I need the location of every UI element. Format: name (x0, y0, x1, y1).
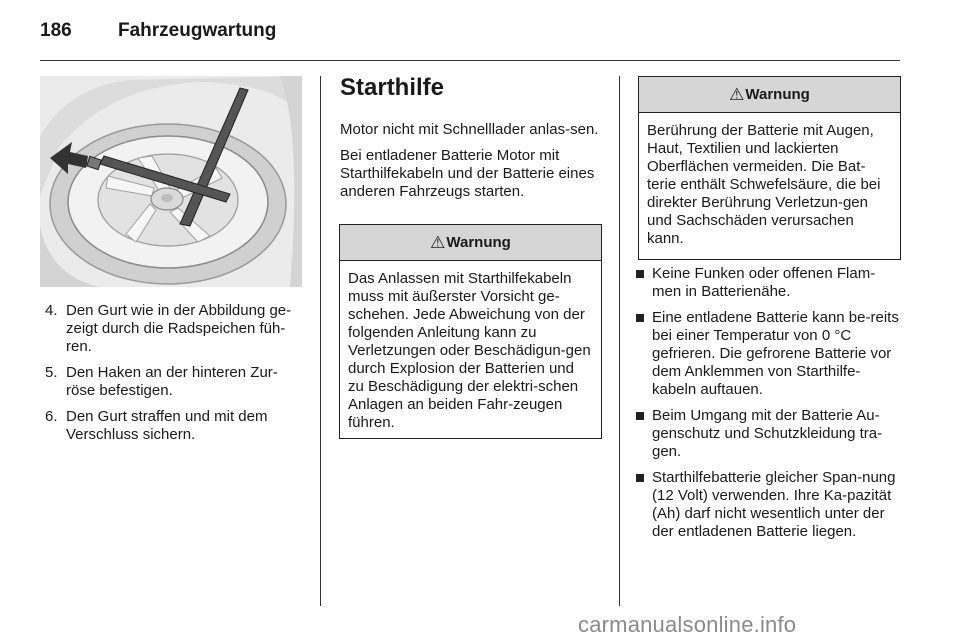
bullet-text: Keine Funken oder offenen Flam-men in Batterienähe. (652, 265, 876, 300)
section-heading: Starthilfe (340, 74, 445, 101)
column-divider (619, 76, 620, 606)
bullet-square-icon (636, 270, 644, 278)
warning-title: Warnung (745, 86, 810, 103)
spare-wheel-drawing (40, 76, 302, 287)
list-item (636, 265, 904, 301)
warning-header (340, 225, 601, 261)
header-rule (40, 60, 900, 61)
warning-title: Warnung (446, 234, 511, 251)
step-text: Den Haken an der hinteren Zur-röse befestigen. (66, 364, 278, 399)
list-item (40, 408, 306, 444)
warning-text: Berührung der Batterie mit Augen, Haut, Textilien und lackierten Oberflächen vermeiden. Die Bat-terie enthält Schwefelsäure, die bei direkter Berührung Verletzun-gen und Sachschäden verursachen kann. (647, 122, 881, 247)
warning-icon: ⚠ (729, 84, 745, 104)
page-title: Fahrzeugwartung (118, 20, 277, 41)
warning-box (339, 224, 602, 439)
warning-box (638, 76, 901, 260)
step-text: Den Gurt straffen und mit dem Verschluss sichern. (66, 408, 268, 443)
bullet-text: Starthilfebatterie gleicher Span-nung (12 Volt) verwenden. Ihre Ka-pazität (Ah) darf nicht wesentlich unter der der entladenen Batterie liegen. (652, 469, 896, 540)
list-item (636, 407, 904, 461)
bullet-square-icon (636, 474, 644, 482)
warning-header (639, 77, 900, 113)
instruction-steps (40, 302, 306, 452)
bullet-square-icon (636, 412, 644, 420)
bullet-text: Eine entladene Batterie kann be-reits bei einer Temperatur von 0 °C gefrieren. Die gefrorene Batterie vor dem Anklemmen von Starthilfe-kabeln auftauen. (652, 309, 899, 398)
step-number: 4. (45, 302, 58, 319)
paragraph: Bei entladener Batterie Motor mit Starthilfekabeln und der Batterie eines anderen Fahrzeugs starten. (340, 147, 595, 200)
watermark: carmanualsonline.info (578, 612, 797, 637)
intro-text (340, 121, 602, 209)
bullet-square-icon (636, 314, 644, 322)
warning-icon: ⚠ (430, 232, 446, 252)
list-item (636, 309, 904, 399)
step-text: Den Gurt wie in der Abbildung ge-zeigt durch die Radspeichen füh-ren. (66, 302, 292, 355)
bullet-text: Beim Umgang mit der Batterie Au-genschutz und Schutzkleidung tra-gen. (652, 407, 883, 460)
warning-text: Das Anlassen mit Starthilfekabeln muss mit äußerster Vorsicht ge-schehen. Jede Abweichung von der folgenden Anleitung kann zu Verletzungen oder Beschädigun-gen durch Explosion der Batterien und zu Beschädigung der elektri-schen Anlagen an beiden Fahr-zeugen führen. (348, 270, 591, 431)
list-item (40, 364, 306, 400)
spare-wheel-illustration (40, 76, 302, 287)
paragraph: Motor nicht mit Schnelllader anlas-sen. (340, 121, 599, 138)
column-divider (320, 76, 321, 606)
bullet-list (636, 265, 904, 549)
step-number: 6. (45, 408, 58, 425)
step-number: 5. (45, 364, 58, 381)
list-item (40, 302, 306, 356)
list-item (636, 469, 904, 541)
page-number: 186 (40, 20, 72, 41)
